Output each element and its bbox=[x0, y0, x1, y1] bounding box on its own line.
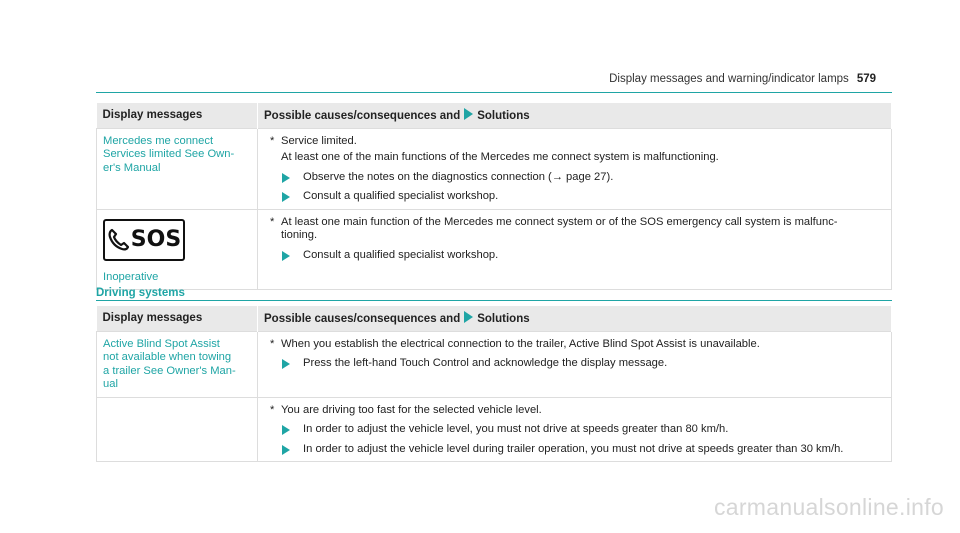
col-header-causes bbox=[258, 103, 892, 128]
section-rule bbox=[96, 300, 892, 301]
display-message-cell bbox=[97, 209, 258, 290]
message-line: ual bbox=[103, 378, 118, 390]
display-message-cell bbox=[97, 128, 258, 209]
message-line: er's Manual bbox=[103, 161, 161, 174]
solution-arrow-icon bbox=[282, 192, 290, 202]
col-header-messages: Display messages bbox=[97, 306, 258, 331]
solution-arrow-icon bbox=[282, 251, 290, 261]
solution-item bbox=[281, 443, 885, 457]
cause-text: You are driving too fast for the selected vehicle level. bbox=[281, 403, 542, 416]
solution-arrow-icon bbox=[282, 445, 290, 455]
solution-arrow-icon bbox=[464, 311, 473, 323]
cause-item bbox=[267, 216, 885, 243]
message-line: Mercedes me connect bbox=[103, 134, 214, 147]
solution-text: In order to adjust the vehicle level during trailer operation, you must not drive at speeds greater than 30 km/h. bbox=[303, 442, 844, 455]
table-row bbox=[97, 397, 892, 462]
message-line: Active Blind Spot Assist bbox=[103, 337, 220, 350]
col-header-causes-text: Possible causes/consequences and bbox=[264, 313, 461, 325]
col-header-causes bbox=[258, 306, 892, 331]
table-row bbox=[97, 209, 892, 290]
phone-icon bbox=[107, 228, 129, 252]
sos-label: SOS bbox=[130, 226, 182, 252]
message-line: Services limited See Own- bbox=[103, 148, 235, 160]
cause-text: At least one main function of the Mercedes me connect system or of the SOS emergency call system is malfunc- bbox=[281, 215, 838, 228]
col-header-messages: Display messages bbox=[97, 103, 258, 128]
cause-marker: * bbox=[270, 403, 275, 416]
page-header bbox=[609, 73, 876, 85]
solution-text: Press the left-hand Touch Control and acknowledge the display message. bbox=[303, 357, 668, 369]
display-message-cell bbox=[97, 331, 258, 397]
solution-text: Consult a qualified specialist workshop. bbox=[303, 248, 499, 261]
cause-marker: * bbox=[270, 215, 275, 228]
col-header-solutions-text: Solutions bbox=[477, 110, 530, 122]
solution-arrow-icon bbox=[282, 425, 290, 435]
table-row bbox=[97, 331, 892, 397]
cause-item bbox=[267, 404, 885, 418]
cause-marker: * bbox=[270, 337, 275, 350]
solution-arrow-icon bbox=[464, 108, 473, 120]
table-row bbox=[97, 128, 892, 209]
causes-cell bbox=[258, 331, 892, 397]
header-rule bbox=[96, 92, 892, 93]
causes-cell bbox=[258, 397, 892, 462]
table-header-row bbox=[97, 103, 892, 128]
page-header-title: Display messages and warning/indicator lamps bbox=[609, 73, 849, 85]
cause-text: Service limited. bbox=[281, 134, 357, 147]
cause-detail: At least one of the main functions of the Mercedes me connect system is malfunctioning. bbox=[281, 151, 719, 163]
cause-text: When you establish the electrical connection to the trailer, Active Blind Spot Assist is unavailable. bbox=[281, 337, 760, 350]
display-message-cell-empty bbox=[97, 397, 258, 462]
messages-table-2 bbox=[96, 306, 892, 462]
solution-text: In order to adjust the vehicle level, you must not drive at speeds greater than 80 km/h. bbox=[303, 423, 729, 435]
page-number: 579 bbox=[856, 73, 876, 85]
solution-item bbox=[281, 423, 885, 437]
message-line: not available when towing bbox=[103, 351, 232, 363]
solution-arrow-icon bbox=[282, 359, 290, 369]
solution-item bbox=[281, 357, 885, 371]
solution-item bbox=[281, 171, 885, 185]
col-header-solutions-text: Solutions bbox=[477, 313, 530, 325]
cause-text-cont: tioning. bbox=[281, 229, 318, 241]
table-header-row bbox=[97, 306, 892, 331]
solution-arrow-icon bbox=[282, 173, 290, 183]
solution-item bbox=[281, 190, 885, 204]
solution-item bbox=[281, 249, 885, 263]
message-line: a trailer See Owner's Man- bbox=[103, 364, 236, 377]
solution-text: Observe the notes on the diagnostics connection (→ page 27). bbox=[303, 170, 614, 183]
solution-text: Consult a qualified specialist workshop. bbox=[303, 190, 499, 202]
cause-marker: * bbox=[270, 134, 275, 147]
causes-cell bbox=[258, 209, 892, 290]
col-header-causes-text: Possible causes/consequences and bbox=[264, 110, 461, 122]
cause-item bbox=[267, 135, 885, 165]
cause-item bbox=[267, 338, 885, 352]
causes-cell bbox=[258, 128, 892, 209]
phone-sos-icon bbox=[103, 219, 185, 261]
messages-table-1 bbox=[96, 103, 892, 290]
section-title: Driving systems bbox=[96, 287, 185, 299]
watermark: carmanualsonline.info bbox=[713, 494, 944, 520]
message-line: Inoperative bbox=[103, 270, 159, 283]
